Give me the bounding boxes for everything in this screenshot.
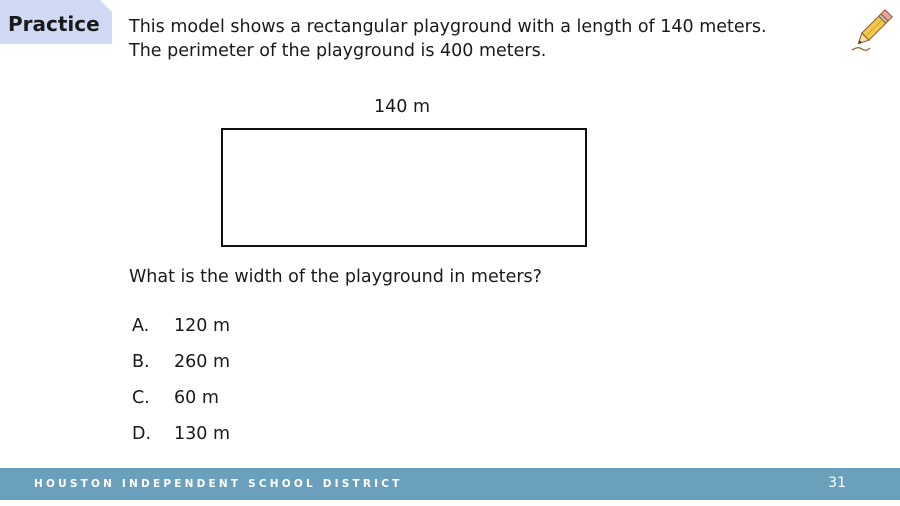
choice-letter: D.	[132, 424, 152, 444]
choice-text: 130 m	[174, 424, 231, 444]
choice-c[interactable]	[132, 387, 230, 423]
choice-d[interactable]	[132, 423, 230, 459]
choice-b[interactable]	[132, 351, 230, 387]
question-text: This model shows a rectangular playground with a length of 140 meters. The perimeter of the playground is 400 meters.	[129, 17, 767, 61]
choice-text: 260 m	[174, 352, 231, 372]
footer-bar	[0, 468, 900, 500]
footer-organization: HOUSTON INDEPENDENT SCHOOL DISTRICT	[34, 478, 403, 490]
choice-text: 120 m	[174, 316, 231, 336]
pencil-icon	[848, 8, 894, 54]
length-label: 140 m	[373, 97, 430, 117]
choice-letter: A.	[132, 316, 150, 336]
choice-text: 60 m	[174, 388, 219, 408]
playground-rectangle	[221, 128, 587, 247]
choice-letter: B.	[132, 352, 150, 372]
practice-label: Practice	[8, 12, 100, 36]
choice-a[interactable]	[132, 315, 230, 351]
question-prompt: What is the width of the playground in meters?	[129, 267, 542, 287]
answer-choices	[132, 315, 230, 459]
page-number: 31	[828, 475, 846, 491]
choice-letter: C.	[132, 388, 150, 408]
